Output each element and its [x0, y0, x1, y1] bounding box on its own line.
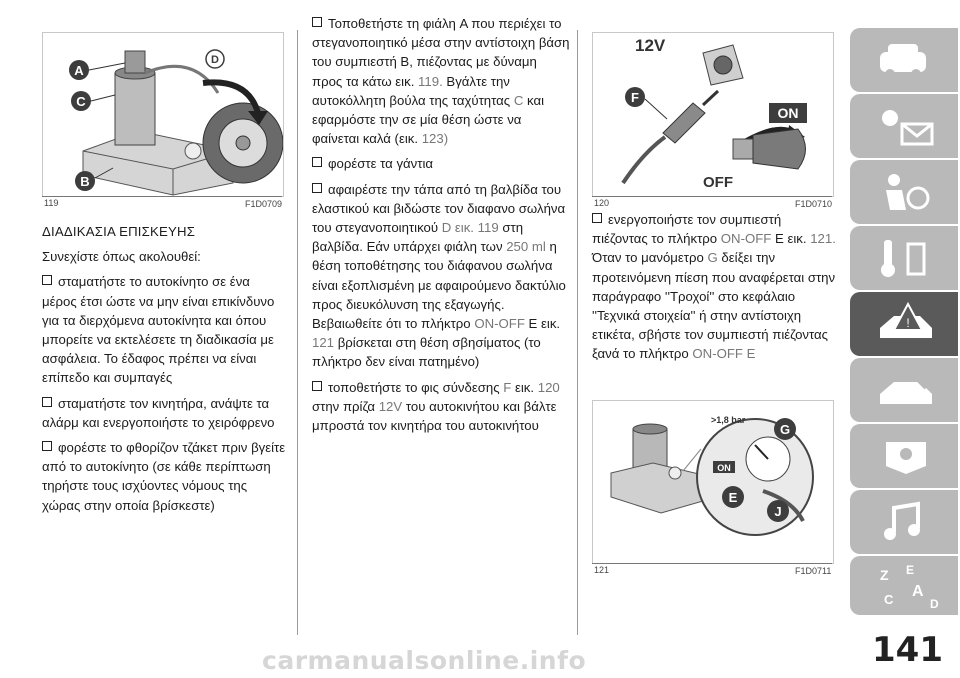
tab-starting-driving[interactable]	[850, 226, 958, 290]
plug-and-ignition-illustration	[593, 33, 833, 196]
checkbox-bullet-icon	[312, 157, 322, 167]
label-j: J	[774, 504, 782, 519]
safety-icon	[850, 160, 958, 224]
column-divider-2	[577, 30, 578, 635]
figure-120-rule	[592, 196, 832, 197]
tire-repair-kit-illustration	[43, 33, 283, 196]
list-item: Τοποθετήστε τη φιάλη A που περιέχει το στεγανοποιητικό μέσα στην αντίστοιχη βάση του συμπιεστή B, πιέζοντας με δύναμη προς τα κάτω εικ. 119. Βγάλτε την αυτοκόλλητη βούλα της ταχύτητας C και εφαρμόστε την σε μία θέση ώστε να φαίνεται καλά (εικ. 123)	[312, 16, 570, 147]
intro-text: Συνεχίστε όπως ακολουθεί:	[42, 249, 201, 265]
label-b: B	[80, 174, 90, 189]
multimedia-icon	[850, 490, 958, 554]
warning-lights-icon	[850, 94, 958, 158]
compressor-gauge-illustration	[593, 401, 833, 563]
figure-121	[592, 400, 834, 564]
column-divider-1	[297, 30, 298, 635]
label-g: G	[779, 422, 791, 437]
label-a: A	[74, 63, 84, 78]
checkbox-bullet-icon	[42, 275, 52, 285]
list-item: ενεργοποιήστε τον συμπιεστή πιέζοντας το πλήκτρο ON-OFF E εικ. 121. Όταν το μανόμετρο G δείξει την προτεινόμενη πίεση που αναφέρεται στην παράγραφο ''Τροχοί'' στο κεφάλαιο ''Τεχνικά στοιχεία'' ή στην αντίστοιχη ετικέτα, σβήστε τον συμπιεστή πιέζοντας ξανά το πλήκτρο ON-OFF E	[592, 212, 836, 362]
figure-119-number: 119	[44, 198, 59, 208]
svg-text:E: E	[906, 563, 915, 577]
list-item: σταματήστε το αυτοκίνητο σε ένα μέρος έτσι ώστε να μην είναι επικίνδυνο για τα διερχόμενα αυτοκίνητα και όπου μπορείτε να εκτελέσετε τη διαδικασία με ασφάλεια. Το έδαφος πρέπει να είναι επίπεδο και συμπαγές	[42, 274, 275, 386]
figure-119-rule	[42, 196, 282, 197]
list-item: φορέστε τα γάντια	[312, 154, 570, 173]
svg-text:A: A	[912, 583, 924, 600]
technical-data-icon	[850, 424, 958, 488]
list-item: φορέστε το φθορίζον τζάκετ πριν βγείτε από το αυτοκίνητο (σε κάθε περίπτωση τηρήστε τους ισχύοντες νόμους της χώρας στην οποία βρίσκεστε)	[42, 440, 286, 513]
figure-120	[592, 32, 834, 197]
list-item: αφαιρέστε την τάπα από τη βαλβίδα του ελαστικού και βιδώστε τον διαφανο σωλήνα του στεγανοποιητικού D εικ. 119 στη βαλβίδα. Εάν υπάρχει φιάλη των 250 ml η θέση τοποθέτησης του διάφανου σωλήνα είναι εξοπλισμένη με αφαιρούμενο δακτύλιο προς διευκόλυνση της εξαγωγής. Βεβαιωθείτε ότι το πλήκτρο ON-OFF E εικ. 121 βρίσκεται στη θέση σβησίματος (το πλήκτρο δεν είναι πατημένο)	[312, 181, 566, 370]
column-1-text	[42, 222, 288, 521]
tab-emergency[interactable]	[850, 292, 958, 356]
label-d: D	[211, 54, 219, 66]
checkbox-bullet-icon	[42, 441, 52, 451]
label-on-button: ON	[717, 463, 731, 473]
index-icon	[850, 556, 958, 615]
tab-technical-data[interactable]	[850, 424, 958, 488]
tab-warning-lights[interactable]	[850, 94, 958, 158]
label-c: C	[76, 94, 86, 109]
list-item: σταματήστε τον κινητήρα, ανάψτε τα αλάρμ και ενεργοποιήστε το χειρόφρενο	[42, 395, 275, 430]
figure-121-rule	[592, 563, 832, 564]
tab-maintenance[interactable]	[850, 358, 958, 422]
svg-text:C: C	[884, 592, 894, 607]
checkbox-bullet-icon	[592, 213, 602, 223]
tab-multimedia[interactable]	[850, 490, 958, 554]
chapter-tabs	[850, 28, 958, 615]
figure-120-code: F1D0710	[795, 199, 833, 209]
figure-121-code: F1D0711	[795, 566, 832, 576]
section-heading: ΔΙΑΔΙΚΑΣΙΑ ΕΠΙΣΚΕΥΗΣ	[42, 224, 196, 239]
checkbox-bullet-icon	[312, 381, 322, 391]
label-off: OFF	[703, 174, 733, 191]
svg-text:D: D	[930, 597, 939, 611]
label-f: F	[631, 90, 639, 105]
svg-text:Z: Z	[880, 567, 889, 583]
maintenance-icon	[850, 358, 958, 422]
label-12v: 12V	[635, 36, 666, 55]
label-e: E	[728, 490, 738, 505]
tab-index[interactable]	[850, 556, 958, 615]
tab-safety[interactable]	[850, 160, 958, 224]
label-on: ON	[777, 105, 799, 121]
checkbox-bullet-icon	[312, 17, 322, 27]
label-pressure: >1,8 bar	[711, 415, 746, 425]
list-item: τοποθετήστε το φις σύνδεσης F εικ. 120 στην πρίζα 12V του αυτοκινήτου και βάλτε μπροστά τον κινητήρα του αυτοκινήτου	[312, 379, 560, 434]
watermark: carmanualsonline.info	[262, 646, 587, 675]
tab-car-info[interactable]	[850, 28, 958, 92]
checkbox-bullet-icon	[312, 183, 322, 193]
svg-text:!: !	[906, 316, 910, 330]
figure-119	[42, 32, 284, 197]
page-number: 141	[872, 630, 943, 670]
emergency-icon	[850, 292, 958, 356]
checkbox-bullet-icon	[42, 397, 52, 407]
car-info-icon	[850, 28, 958, 92]
figure-120-number: 120	[594, 198, 610, 208]
starting-driving-icon	[850, 226, 958, 290]
column-3-text	[592, 210, 838, 370]
figure-119-code: F1D0709	[245, 199, 283, 209]
column-2-text	[312, 14, 570, 441]
figure-121-number: 121	[594, 565, 610, 575]
